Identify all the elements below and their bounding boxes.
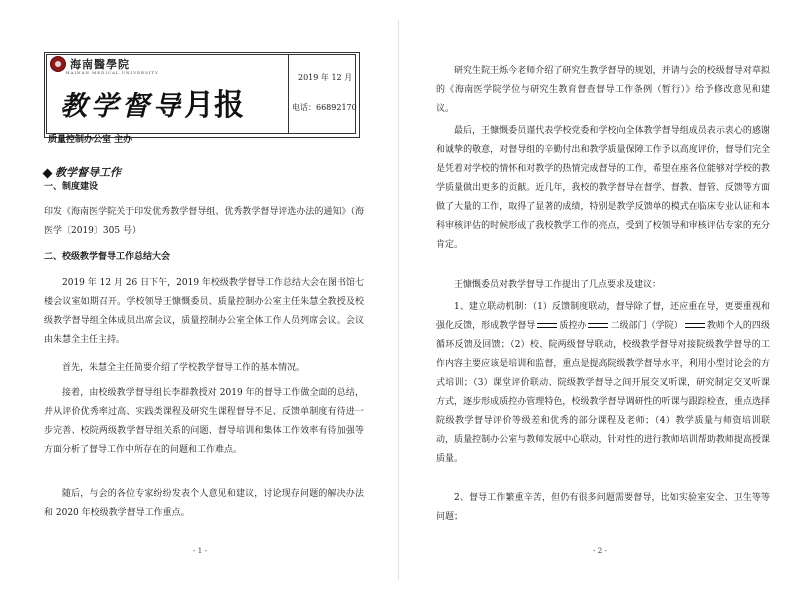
page-number: - 1 -: [193, 547, 207, 555]
masthead-separator: [288, 54, 289, 134]
newsletter-title-main: 教学督导: [60, 91, 184, 122]
university-seal-icon: [50, 56, 66, 72]
linkage-text-a: 1、建立联动机制：（1）反馈制度联动，督导除了督，还应重在导，更要重视和强化反馈，形成教学督导: [436, 302, 770, 331]
publisher-line: 质量控制办公室 主办: [48, 135, 133, 145]
bidirectional-arrow-icon: [684, 322, 706, 329]
heading-system-building: 一、制度建设: [44, 182, 99, 192]
linkage-text-d: 教师个人的四级循环反馈及回馈；（2）校、院两级督导联动，校级教学督导对接院级教学督导的工作内容主要应该是培训和监督，重点是提高院级教学督导水平，利用小型讨论会的方式培训；（3）课堂评价联动、院级教学督导之间开展交叉听课，研究制定交叉听课方式，逐步形成质控办管理特色，校级教学督导调研性的听课与跟踪检查，重点选择院级教学督导评价等级差和优秀的部分课程及老师；（4）教学质量与师资培训联动，质量控制办公室与教师发展中心联动，针对性的进行教师培训帮助教师提高授课质量。: [436, 321, 770, 464]
page-number: - 2 -: [593, 547, 607, 555]
newsletter-title: [60, 80, 244, 124]
paragraph-linkage-mechanism: [436, 298, 770, 469]
paragraph-notice: 印发《海南医学院关于印发优秀教学督导组、优秀教学督导评选办法的通知》（海医学〔2019〕305 号）: [44, 207, 364, 236]
university-logo-name: 海南醫學院: [70, 58, 130, 71]
section-heading-text: 教学督导工作: [55, 166, 121, 179]
paragraph-closing-remarks: 最后，王慷慨委员谨代表学校党委和学校向全体教学督导组成员表示衷心的感谢和诚挚的敬意，对督导组的辛勤付出和教学质量保障工作予以高度评价，督导们完全是凭着对学校的情怀和对教学的热情完成督导的工作，希望在座各位能够对学校的教学质量做出更多的贡献。近几年，我校的教学督导在督学、督教、督管、反馈等方面做了大量的工作，取得了显著的成绩，特别是教学反馈单的模式在临床专业认证和本科审核评估的时候形成了我校教学工作的亮点，受到了校领导和审核评估专家的充分肯定。: [436, 126, 770, 250]
issue-date: 2019 年 12 月: [298, 73, 353, 82]
bidirectional-arrow-icon: [587, 322, 609, 329]
paragraph-introduction: 首先，朱慧全主任简要介绍了学校教学督导工作的基本情况。: [62, 363, 306, 373]
contact-phone: 电话：66892170: [292, 103, 357, 112]
paragraph-requirements: 王慷慨委员对教学督导工作提出了几点要求及建议：: [454, 280, 662, 290]
university-logo-subtitle: HAINAN MEDICAL UNIVERSITY: [66, 70, 159, 75]
linkage-text-b: 质控办: [559, 321, 587, 331]
heading-summary-meeting: 二、校级教学督导工作总结大会: [44, 252, 171, 262]
paragraph-graduate-supervision: 研究生院王烁今老师介绍了研究生教学督导的规划，并请与会的校级督导对草拟的《海南医学院学位与研究生教育督查督导工作条例（暂行）》给予修改意见和建议。: [436, 66, 770, 114]
masthead: [44, 52, 360, 144]
page-2: [400, 0, 800, 600]
linkage-text-c: 二级部门（学院）: [610, 321, 683, 331]
paragraph-work-summary: 接着，由校级教学督导组长李群教授对 2019 年的督导工作做全面的总结，并从评价优秀率过高、实践类课程及研究生课程督导不足、反馈单制度有待进一步完善、校院两级教学督导组关系的问题、督导培训和集体工作效率有待加强等方面分析了督导工作中所存在的问题和工作难点。: [44, 388, 364, 455]
diamond-bullet-icon: [43, 168, 53, 178]
bidirectional-arrow-icon: [536, 322, 558, 329]
newsletter-title-big: 月报: [184, 88, 244, 123]
paragraph-workload: 2、督导工作繁重辛苦，但仍有很多问题需要督导，比如实验室安全、卫生等等问题；: [436, 493, 770, 522]
paragraph-meeting-intro: 2019 年 12 月 26 日下午，2019 年校级教学督导工作总结大会在图书馆七楼会议室如期召开。学校领导王慷慨委员、质量控制办公室主任朱慧全教授及校级教学督导组全体成员出席会议，质量控制办公室全体工作人员列席会议。会议由朱慧全主任主持。: [44, 278, 364, 345]
paragraph-discussion: 随后，与会的各位专家纷纷发表个人意见和建议，讨论现存问题的解决办法和 2020 年校级教学督导工作重点。: [44, 489, 364, 518]
